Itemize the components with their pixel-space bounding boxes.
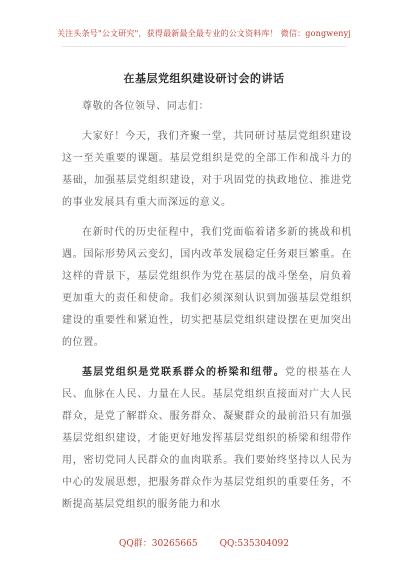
document-body (62, 96, 352, 516)
document-title: 在基层党组织建设研讨会的讲话 (123, 72, 285, 85)
paragraph-3-text: 党的根基在人民、血脉在人民、力量在人民。基层党组织直接面对广大人民群众，是党了解群众、服务群众、凝聚群众的最前沿只有加强基层党组织建设，才能更好地发挥基层党组织的桥梁和纽带作用，密切党同人民群众的血肉联系。我们要始终坚持以人民为中心的发展思想，把服务群众作为基层党组织的重要任务，不断提高基层党组织的服务能力和水 (62, 367, 352, 510)
paragraph-2: 在新时代的历史征程中，我们党面临着诸多新的挑战和机遇。国际形势风云变幻，国内改革发展稳定任务艰巨繁重。在这样的背景下，基层党组织作为党在基层的战斗堡垒，肩负着更加重大的责任和使命。我们必须深刻认识到加强基层党组织建设的重要性和紧迫性，切实把基层党组织建设摆在更加突出的位置。 (62, 227, 352, 348)
header-divider (62, 46, 346, 47)
footer-qq: QQ:535304092 (219, 539, 289, 549)
paragraph-1: 大家好！今天，我们齐聚一堂，共同研讨基层党组织建设这一至关重要的课题。基层党组织是党的全部工作和战斗力的基础，加强基层党组织建设，对于巩固党的执政地位、推进党的事业发展具有重大而深远的意义。 (62, 131, 352, 208)
header-banner: 关注头条号"公文研究"，获得最新最全最专业的公文资料库！ 微信：gongwenyj (56, 29, 352, 38)
footer-qq-group: QQ群：30265665 (119, 539, 198, 549)
salutation: 尊敬的各位领导、同志们： (82, 101, 210, 112)
footer-contact (0, 536, 408, 549)
paragraph-3 (62, 362, 352, 516)
paragraph-3-heading: 基层党组织是党联系群众的桥梁和纽带。 (82, 367, 285, 378)
